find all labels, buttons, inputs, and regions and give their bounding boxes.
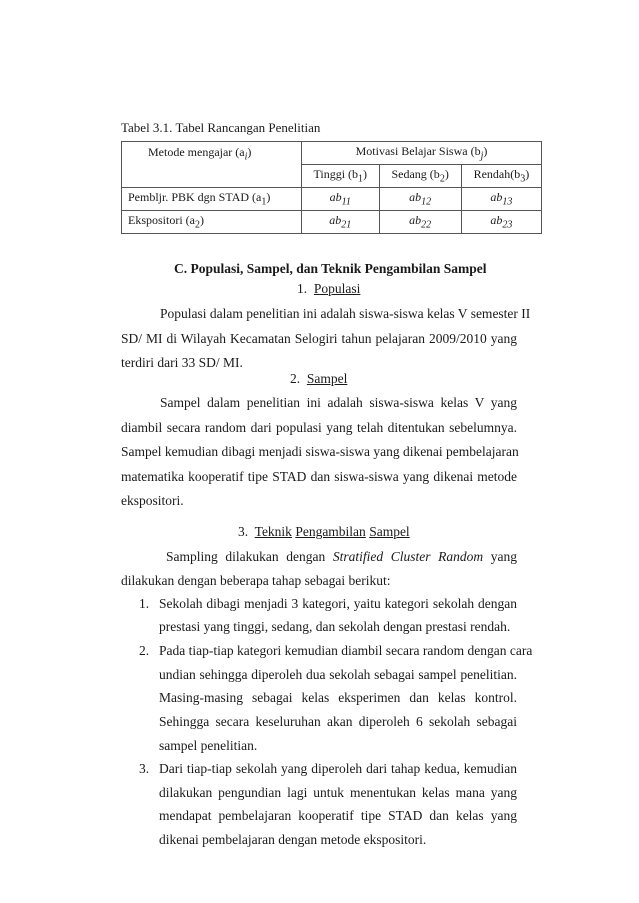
list-item-line: Masing-masing sebagai kelas eksperimen dan kelas kontrol. (159, 690, 517, 705)
paragraph-line: Sampling dilakukan dengan Stratified Cluster Random yang (166, 549, 517, 564)
subheading-populasi: 1. Populasi (297, 281, 361, 296)
list-item-line: Pada tiap-tiap kategori kemudian diambil secara random dengan cara (159, 643, 533, 658)
paragraph-line: SD/ MI di Wilayah Kecamatan Selogiri tahun pelajaran 2009/2010 yang (121, 331, 517, 346)
table-cell: $ab_{12}$ (379, 188, 461, 211)
research-design-table (121, 141, 542, 234)
table-cell: $ab_{11}$ (302, 188, 380, 211)
list-item-line: dikenai pembelajaran dengan metode ekspositori. (159, 832, 427, 847)
list-item-line: Sekolah dibagi menjadi 3 kategori, yaitu kategori sekolah dengan (159, 596, 517, 611)
list-item-line: Dari tiap-tiap sekolah yang diperoleh dari tahap kedua, kemudian (159, 761, 517, 776)
row-label-ekspositori: Ekspositori $(a_2)$ (122, 211, 302, 234)
row-label-stad: Pembljr. PBK dgn STAD $(a_1)$ (122, 188, 302, 211)
section-heading: C. Populasi, Sampel, dan Teknik Pengambilan Sampel (174, 261, 487, 276)
list-item-line: Sehingga secara keseluruhan akan diperoleh 6 sekolah sebagai (159, 714, 517, 729)
table-caption: Tabel 3.1. Tabel Rancangan Penelitian (121, 120, 321, 135)
table-cell: $ab_{21}$ (302, 211, 380, 234)
list-number: 3. (139, 761, 150, 776)
paragraph-line: matematika kooperatif tipe STAD dan siswa-siswa yang dikenai metode (121, 469, 517, 484)
table-cell: $ab_{13}$ (461, 188, 541, 211)
subheading-sampel: 2. Sampel (290, 371, 348, 386)
paragraph-line: ekspositori. (121, 493, 184, 508)
header-motivation: Motivasi Belajar Siswa $(b_j)$ (302, 142, 542, 165)
list-item-line: mendapat pembelajaran kooperatif tipe STAD dan kelas yang (159, 808, 517, 823)
list-number: 2. (139, 643, 150, 658)
subheading-teknik: 3. Teknik Pengambilan Sampel (238, 524, 410, 539)
list-item-line: prestasi yang tinggi, sedang, dan sekolah dengan prestasi rendah. (159, 619, 511, 634)
col-sedang: Sedang $(b_2)$ (379, 165, 461, 188)
paragraph-line: Sampel kemudian dibagi menjadi siswa-siswa yang dikenai pembelajaran (121, 444, 519, 459)
col-tinggi: Tinggi $(b_1)$ (302, 165, 380, 188)
list-number: 1. (139, 596, 150, 611)
paragraph-line: terdiri dari 33 SD/ MI. (121, 355, 243, 370)
table-cell: $ab_{22}$ (379, 211, 461, 234)
list-item-line: undian sehingga diperoleh dua sekolah sebagai sampel penelitian. (159, 667, 517, 682)
paragraph-line: diambil secara random dari populasi yang telah ditentukan sebelumnya. (121, 420, 517, 435)
list-item-line: dilakukan pengundian lagi untuk menentukan kelas mana yang (159, 785, 517, 800)
paragraph-line: dilakukan dengan beberapa tahap sebagai berikut: (121, 573, 391, 588)
paragraph-line: Populasi dalam penelitian ini adalah siswa-siswa kelas V semester II (160, 306, 531, 321)
list-item-line: sampel penelitian. (159, 738, 258, 753)
paragraph-line: Sampel dalam penelitian ini adalah siswa-siswa kelas V yang (160, 395, 517, 410)
col-rendah: $Rendah(b_3)$ (461, 165, 541, 188)
header-method: Metode mengajar $(a_i)$ (122, 142, 302, 188)
table-cell: $ab_{23}$ (461, 211, 541, 234)
